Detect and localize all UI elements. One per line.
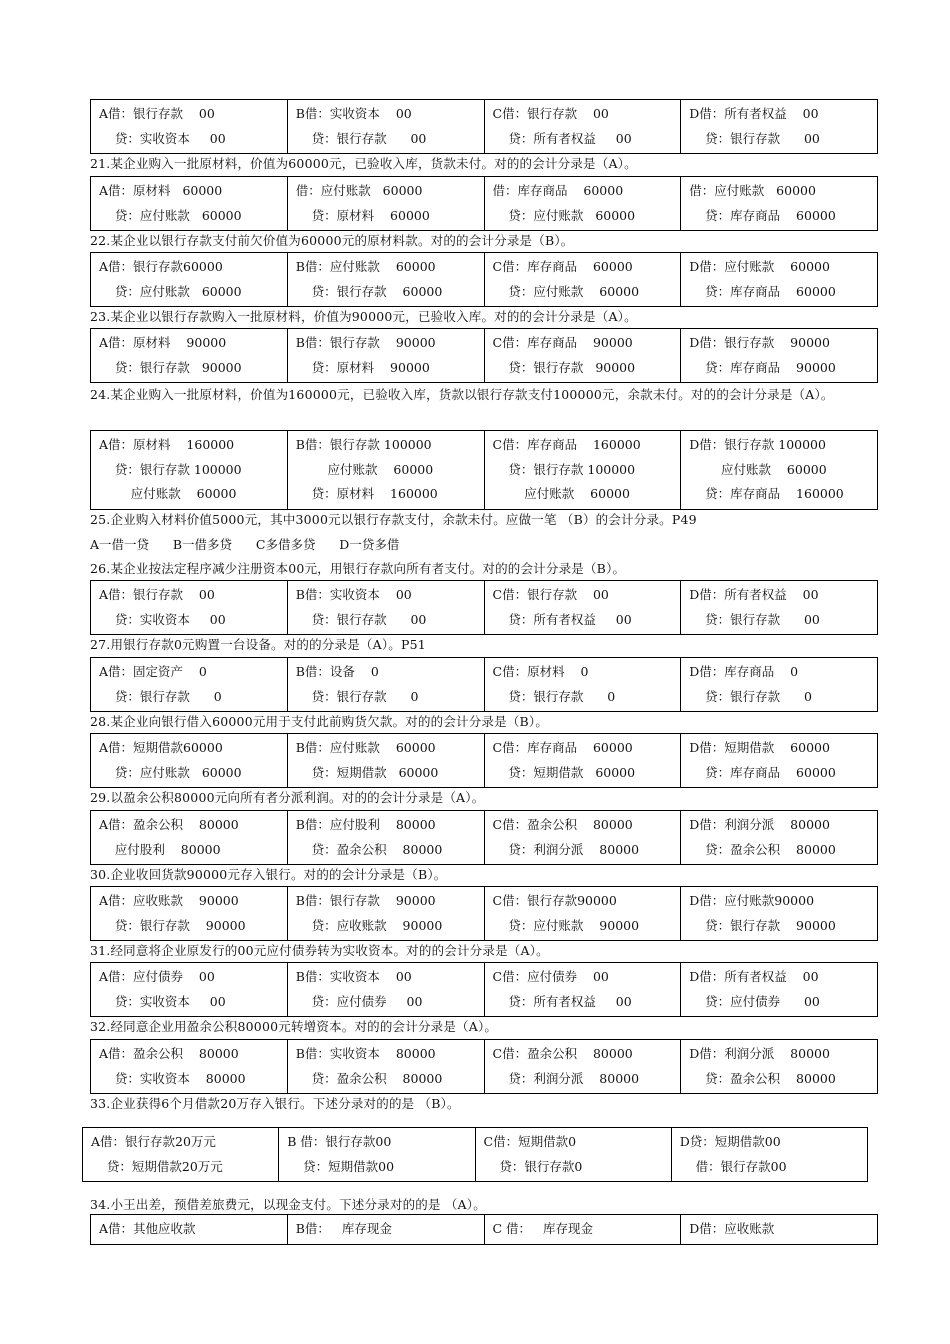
entry-line: 贷：短期借款 60000 [492, 764, 636, 780]
entry-line: 贷：银行存款 90000 [99, 359, 242, 375]
option-cell [484, 887, 681, 941]
option-cell [484, 1215, 681, 1245]
entry-line: B借：实收资本 80000 [295, 1046, 436, 1061]
option-cell [681, 177, 878, 231]
option-cell [287, 963, 484, 1017]
options-table [90, 580, 878, 635]
entry-line: D借：短期借款 60000 [689, 740, 830, 755]
entry-line: A借：应收账款 90000 [99, 893, 239, 908]
entry-line: B借：实收资本 00 [295, 106, 412, 121]
options-row [91, 887, 878, 941]
entry-line: C借：库存商品 160000 [492, 437, 641, 452]
entry-line: 贷：所有者权益 00 [492, 611, 632, 627]
entry-line: D借：银行存款 100000 [689, 437, 826, 452]
entry-line: A借：应付债券 00 [99, 969, 215, 984]
entry-line: 贷：应付账款 60000 [99, 283, 242, 299]
entry-line: B借：银行存款 100000 [295, 437, 432, 452]
option-cell [91, 253, 288, 307]
entry-line: D借：利润分派 80000 [689, 817, 830, 832]
entry-line: D借：利润分派 80000 [689, 1046, 830, 1061]
option-cell [484, 100, 681, 154]
options-row [91, 100, 878, 154]
options-row [91, 177, 878, 231]
option-cell [287, 329, 484, 383]
options-row [91, 1040, 878, 1094]
entry-line: 贷：库存商品 60000 [689, 283, 836, 299]
entry-line: 贷：银行存款 0 [295, 688, 419, 704]
question-text: 25.企业购入材料价值5000元，其中3000元以银行存款支付，余款未付。应做一笔 （B）的会计分录。P49 [90, 512, 697, 527]
entry-line: C借：原材料 0 [492, 664, 589, 679]
entry-line: 贷：应付债券 00 [295, 993, 423, 1009]
entry-line: C借：库存商品 90000 [492, 335, 633, 350]
entry-line: C借：银行存款90000 [492, 893, 617, 908]
entry-line: B借：设备 0 [295, 664, 379, 679]
entry-line: 贷：盈余公积 80000 [689, 1070, 836, 1086]
entry-line: 借：应付账款 60000 [295, 183, 423, 198]
entry-line: 贷：利润分派 80000 [492, 1070, 640, 1086]
entry-line: D借：应付账款 60000 [689, 259, 830, 274]
entry-line: 贷：原材料 90000 [295, 359, 430, 375]
entry-line: C借：应付债券 00 [492, 969, 609, 984]
entry-line: A借：原材料 160000 [99, 437, 235, 452]
entry-line: 贷：银行存款 0 [689, 688, 812, 704]
option-cell [287, 253, 484, 307]
entry-line: C借：短期借款0 [483, 1134, 577, 1149]
entry-line: 贷：实收资本 00 [99, 611, 226, 627]
answer-choices: A一借一贷 B一借多贷 C多借多贷 D一贷多借 [90, 537, 400, 552]
entry-line: 应付账款 60000 [295, 461, 434, 477]
option-cell [681, 658, 878, 712]
options-row [91, 1215, 878, 1245]
option-cell [671, 1128, 867, 1182]
option-cell [287, 887, 484, 941]
options-row [91, 431, 878, 510]
entry-line: 贷：应付账款 60000 [99, 764, 242, 780]
options-row [91, 734, 878, 788]
option-cell [681, 811, 878, 865]
entry-line: 贷：所有者权益 00 [492, 993, 632, 1009]
entry-line: A借：固定资产 0 [99, 664, 207, 679]
question-text: 32.经同意企业用盈余公积80000元转增资本。对的的会计分录是（A）。 [90, 1019, 498, 1034]
entry-line: 贷：银行存款 100000 [99, 461, 242, 477]
entry-line: 贷：银行存款 00 [689, 130, 820, 146]
entry-line: C借：盈余公积 80000 [492, 1046, 633, 1061]
entry-line: C 借： 库存现金 [492, 1221, 593, 1236]
entry-line: 贷：盈余公积 80000 [689, 841, 836, 857]
entry-line: 贷：利润分派 80000 [492, 841, 640, 857]
entry-line: 贷：盈余公积 80000 [295, 1070, 443, 1086]
option-cell [91, 963, 288, 1017]
entry-line: 贷：银行存款 00 [295, 611, 427, 627]
entry-line: D借：所有者权益 00 [689, 587, 819, 602]
entry-line: 贷：银行存款 60000 [295, 283, 443, 299]
options-table [90, 430, 878, 510]
entry-line: C借：银行存款 00 [492, 106, 609, 121]
entry-line: A借：原材料 90000 [99, 335, 227, 350]
option-cell [91, 100, 288, 154]
entry-line: 贷：银行存款 0 [99, 688, 222, 704]
entry-line: D借：银行存款 90000 [689, 335, 830, 350]
entry-line: D借：库存商品 0 [689, 664, 799, 679]
entry-line: 贷：库存商品 60000 [689, 764, 836, 780]
question-text: 22.某企业以银行存款支付前欠价值为60000元的原材料款。对的的会计分录是（B）。 [90, 233, 574, 248]
option-cell [91, 1215, 288, 1245]
entry-line: C借：库存商品 60000 [492, 740, 633, 755]
option-cell [681, 431, 878, 510]
entry-line: 贷：所有者权益 00 [492, 130, 632, 146]
entry-line: A借：银行存款 00 [99, 106, 215, 121]
entry-line: B借：银行存款 90000 [295, 893, 436, 908]
option-cell [91, 581, 288, 635]
entry-line: 贷：短期借款20万元 [91, 1158, 223, 1174]
entry-line: B 借：银行存款00 [287, 1134, 392, 1149]
entry-line: A借：盈余公积 80000 [99, 817, 239, 832]
entry-line: D借：应收账款 [689, 1221, 775, 1236]
entry-line: 贷：库存商品 160000 [689, 486, 844, 501]
options-table [90, 1039, 878, 1094]
entry-line: 贷：银行存款 0 [492, 688, 616, 704]
question-text: 24.某企业购入一批原材料，价值为160000元，已验收入库，货款以银行存款支付100000元，余款未付。对的的会计分录是（A）。 [90, 387, 834, 402]
option-cell [91, 734, 288, 788]
option-cell [287, 1215, 484, 1245]
option-cell [681, 887, 878, 941]
option-cell [287, 734, 484, 788]
question-text: 30.企业收回货款90000元存入银行。对的的会计分录是（B）。 [90, 867, 447, 882]
entry-line: 贷：实收资本 00 [99, 130, 226, 146]
option-cell [287, 100, 484, 154]
entry-line: 借：库存商品 60000 [492, 183, 624, 198]
options-row [91, 658, 878, 712]
option-cell [287, 811, 484, 865]
options-row [83, 1128, 868, 1182]
option-cell [681, 253, 878, 307]
question-text: 31.经同意将企业原发行的00元应付债券转为实收资本。对的的会计分录是（A）。 [90, 943, 549, 958]
entry-line: A借：短期借款60000 [99, 740, 223, 755]
option-cell [484, 1040, 681, 1094]
entry-line: 贷：短期借款00 [287, 1158, 395, 1174]
entry-line: 贷：银行存款 90000 [492, 359, 636, 375]
option-cell [91, 177, 288, 231]
option-cell [681, 963, 878, 1017]
options-table [90, 733, 878, 788]
entry-line: B借：应付股利 80000 [295, 817, 436, 832]
entry-line: D借：所有者权益 00 [689, 969, 819, 984]
option-cell [91, 1040, 288, 1094]
question-text: 23.某企业以银行存款购入一批原材料，价值为90000元，已验收入库。对的的会计分录是（A）。 [90, 309, 637, 324]
entry-line: C借：盈余公积 80000 [492, 817, 633, 832]
entry-line: 贷：库存商品 60000 [689, 207, 836, 223]
entry-line: 贷：应付账款 60000 [99, 207, 242, 223]
entry-line: A借：银行存款60000 [99, 259, 223, 274]
option-cell [91, 811, 288, 865]
option-cell [484, 658, 681, 712]
entry-line: 贷：实收资本 80000 [99, 1070, 246, 1086]
option-cell [681, 329, 878, 383]
question-text: 33.企业获得6个月借款20万存入银行。下述分录对的的是 （B）。 [90, 1096, 460, 1111]
question-text: 29.以盈余公积80000元向所有者分派利润。对的的会计分录是（A）。 [90, 790, 485, 805]
entry-line: D借：所有者权益 00 [689, 106, 819, 121]
entry-line: D借：应付账款90000 [689, 893, 815, 908]
entry-line: 贷：盈余公积 80000 [295, 841, 443, 857]
option-cell [279, 1128, 475, 1182]
entry-line: 贷：银行存款 00 [689, 611, 820, 627]
entry-line: 贷：银行存款 90000 [689, 917, 836, 933]
entry-line: 应付账款 60000 [99, 486, 237, 501]
option-cell [83, 1128, 279, 1182]
entry-line: C借：库存商品 60000 [492, 259, 633, 274]
entry-line: 应付股利 80000 [99, 841, 221, 857]
question-text: 34.小王出差，预借差旅费元，以现金支付。下述分录对的的是 （A）。 [90, 1197, 486, 1212]
options-row [91, 811, 878, 865]
option-cell [287, 431, 484, 510]
options-table [90, 1214, 878, 1245]
entry-line: D贷：短期借款00 [679, 1134, 781, 1149]
option-cell [484, 431, 681, 510]
option-cell [681, 1215, 878, 1245]
entry-line: 贷：银行存款 90000 [99, 917, 246, 933]
question-text: 21.某企业购入一批原材料，价值为60000元，已验收入库，货款未付。对的的会计分录是（A）。 [90, 156, 637, 171]
options-table [90, 99, 878, 154]
option-cell [484, 811, 681, 865]
entry-line: B借：应付账款 60000 [295, 259, 436, 274]
entry-line: 贷：实收资本 00 [99, 993, 226, 1009]
option-cell [91, 329, 288, 383]
options-row [91, 253, 878, 307]
options-table [90, 328, 878, 383]
entry-line: A借：原材料 60000 [99, 183, 223, 198]
entry-line: 贷：银行存款 00 [295, 130, 427, 146]
entry-line: 贷：原材料 160000 [295, 486, 438, 501]
options-table [90, 810, 878, 865]
option-cell [287, 1040, 484, 1094]
question-text: 27.用银行存款0元购置一台设备。对的的分录是（A）。P51 [90, 637, 426, 652]
option-cell [681, 100, 878, 154]
entry-line: 贷：库存商品 90000 [689, 359, 836, 375]
option-cell [681, 734, 878, 788]
option-cell [475, 1128, 671, 1182]
option-cell [484, 734, 681, 788]
entry-line: B借：实收资本 00 [295, 969, 412, 984]
option-cell [287, 581, 484, 635]
entry-line: 贷：原材料 60000 [295, 207, 430, 223]
entry-line: 贷：应付账款 60000 [492, 283, 640, 299]
option-cell [484, 581, 681, 635]
options-row [91, 581, 878, 635]
options-table [90, 886, 878, 941]
option-cell [484, 963, 681, 1017]
option-cell [681, 581, 878, 635]
entry-line: 贷：银行存款 100000 [492, 461, 636, 477]
entry-line: 贷：银行存款0 [483, 1158, 583, 1174]
entry-line: 借：应付账款 60000 [689, 183, 816, 198]
entry-line: 贷：短期借款 60000 [295, 764, 439, 780]
option-cell [681, 1040, 878, 1094]
option-cell [287, 658, 484, 712]
entry-line: A借：银行存款20万元 [91, 1134, 216, 1149]
entry-line: 应付账款 60000 [492, 486, 630, 501]
entry-line: A借：盈余公积 80000 [99, 1046, 239, 1061]
options-table [82, 1127, 868, 1182]
entry-line: B借： 库存现金 [295, 1221, 392, 1236]
entry-line: 应付账款 60000 [689, 461, 827, 477]
option-cell [91, 431, 288, 510]
entry-line: 贷：应付账款 90000 [492, 917, 640, 933]
entry-line: 贷：应收账款 90000 [295, 917, 443, 933]
entry-line: A借：其他应收款 [99, 1221, 196, 1236]
option-cell [287, 177, 484, 231]
options-table [90, 176, 878, 231]
entry-line: B借：实收资本 00 [295, 587, 412, 602]
options-table [90, 657, 878, 712]
option-cell [484, 253, 681, 307]
entry-line: C借：银行存款 00 [492, 587, 609, 602]
entry-line: 借：银行存款00 [679, 1158, 787, 1174]
option-cell [91, 658, 288, 712]
options-table [90, 962, 878, 1017]
question-text: 28.某企业向银行借入60000元用于支付此前购货欠款。对的的会计分录是（B）。 [90, 714, 549, 729]
entry-line: A借：银行存款 00 [99, 587, 215, 602]
entry-line: B借：银行存款 90000 [295, 335, 436, 350]
options-table [90, 252, 878, 307]
entry-line: B借：应付账款 60000 [295, 740, 436, 755]
option-cell [484, 329, 681, 383]
option-cell [484, 177, 681, 231]
options-row [91, 963, 878, 1017]
option-cell [91, 887, 288, 941]
entry-line: 贷：应付债券 00 [689, 993, 820, 1009]
options-row [91, 329, 878, 383]
entry-line: 贷：应付账款 60000 [492, 207, 636, 223]
question-text: 26.某企业按法定程序减少注册资本00元，用银行存款向所有者支付。对的的会计分录是（B）。 [90, 561, 626, 576]
